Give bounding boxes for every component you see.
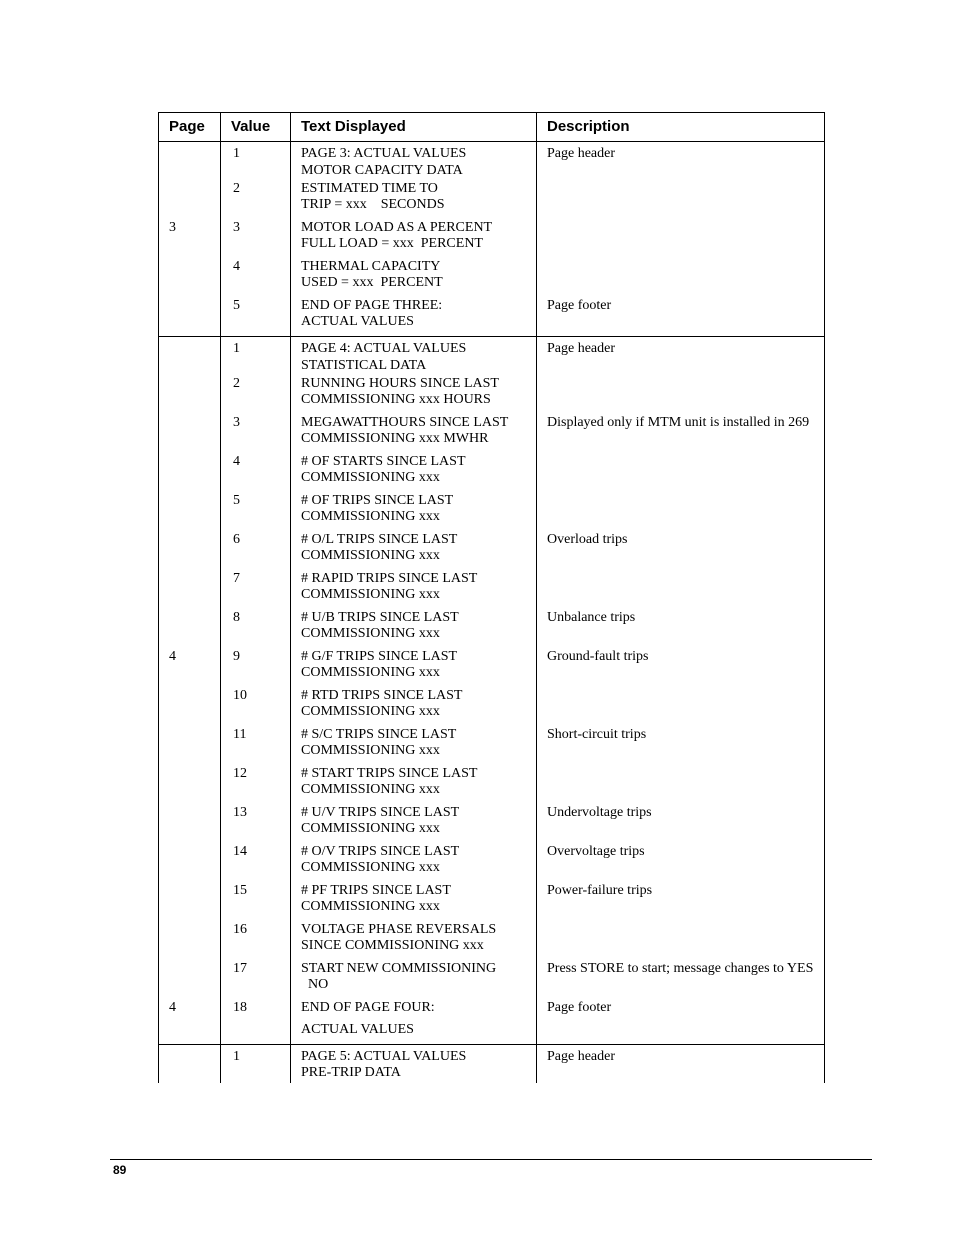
cell-value: 1: [221, 337, 291, 376]
page-4-group: [159, 337, 825, 1045]
cell-value: 13: [221, 805, 291, 844]
cell-text-displayed: [291, 610, 537, 649]
cell-page: [159, 883, 221, 922]
cell-text-displayed: [291, 571, 537, 610]
cell-page: 3: [159, 220, 221, 259]
text-line: # OF STARTS SINCE LAST: [301, 453, 466, 469]
text-line: ACTUAL VALUES: [301, 1021, 414, 1037]
text-line: COMMISSIONING xxx: [301, 626, 440, 641]
text-line: COMMISSIONING xxx: [301, 860, 440, 875]
cell-description: [537, 922, 825, 961]
text-line: COMMISSIONING xxx: [301, 743, 440, 758]
text-line: COMMISSIONING xxx: [301, 704, 440, 719]
cell-description: Overload trips: [537, 532, 825, 571]
cell-page: [159, 181, 221, 220]
table-row: [159, 376, 825, 415]
cell-value: [221, 1022, 291, 1045]
table-row: [159, 415, 825, 454]
page-3-group: [159, 142, 825, 337]
text-line: ESTIMATED TIME TO: [301, 180, 438, 196]
text-line: # O/V TRIPS SINCE LAST: [301, 843, 460, 859]
text-line: # U/V TRIPS SINCE LAST: [301, 804, 460, 820]
footer-rule: [110, 1159, 872, 1160]
text-line: # RTD TRIPS SINCE LAST: [301, 687, 463, 703]
cell-text-displayed: [291, 688, 537, 727]
cell-value: 16: [221, 922, 291, 961]
cell-page: [159, 493, 221, 532]
cell-value: 10: [221, 688, 291, 727]
cell-description: [537, 766, 825, 805]
text-line: END OF PAGE THREE:: [301, 297, 443, 313]
cell-page: [159, 571, 221, 610]
text-line: NO: [301, 977, 329, 992]
cell-value: 9: [221, 649, 291, 688]
table-row: [159, 688, 825, 727]
cell-description: [537, 1022, 825, 1045]
cell-description: Page header: [537, 337, 825, 376]
table-row: [159, 259, 825, 298]
cell-value: 11: [221, 727, 291, 766]
text-line: ACTUAL VALUES: [301, 314, 414, 329]
page-number: 89: [113, 1163, 127, 1177]
cell-description: [537, 181, 825, 220]
cell-page: [159, 961, 221, 1000]
cell-description: Press STORE to start; message changes to YES: [537, 961, 825, 1000]
cell-page: [159, 922, 221, 961]
cell-value: 3: [221, 220, 291, 259]
cell-description: [537, 259, 825, 298]
table-row: [159, 649, 825, 688]
cell-text-displayed: [291, 298, 537, 337]
table-row: [159, 961, 825, 1000]
table-row: [159, 727, 825, 766]
cell-description: Overvoltage trips: [537, 844, 825, 883]
cell-text-displayed: [291, 337, 537, 376]
cell-value: 5: [221, 298, 291, 337]
cell-text-displayed: [291, 532, 537, 571]
cell-page: [159, 688, 221, 727]
cell-description: Page header: [537, 142, 825, 181]
header-text-displayed: Text Displayed: [291, 113, 537, 142]
cell-text-displayed: [291, 220, 537, 259]
text-line: COMMISSIONING xxx: [301, 899, 440, 914]
cell-value: 2: [221, 376, 291, 415]
text-line: # O/L TRIPS SINCE LAST: [301, 531, 458, 547]
cell-description: Page header: [537, 1044, 825, 1083]
text-line: START NEW COMMISSIONING: [301, 960, 497, 976]
table-row: [159, 493, 825, 532]
table-row: [159, 766, 825, 805]
cell-page: [159, 454, 221, 493]
table-header-row: [159, 113, 825, 142]
cell-text-displayed: [291, 805, 537, 844]
cell-text-displayed: [291, 922, 537, 961]
cell-text-displayed: [291, 454, 537, 493]
cell-page: [159, 610, 221, 649]
cell-description: [537, 220, 825, 259]
header-value: Value: [221, 113, 291, 142]
cell-text-displayed: [291, 415, 537, 454]
table-row: [159, 571, 825, 610]
actual-values-table: [158, 112, 825, 1083]
text-line: # OF TRIPS SINCE LAST: [301, 492, 454, 508]
cell-text-displayed: [291, 1044, 537, 1083]
header-page: Page: [159, 113, 221, 142]
text-line: VOLTAGE PHASE REVERSALS: [301, 921, 497, 937]
cell-text-displayed: [291, 844, 537, 883]
cell-description: Page footer: [537, 298, 825, 337]
cell-text-displayed: [291, 1022, 537, 1045]
cell-page: [159, 415, 221, 454]
cell-text-displayed: [291, 766, 537, 805]
cell-value: 14: [221, 844, 291, 883]
table-row: [159, 142, 825, 181]
cell-page: [159, 298, 221, 337]
cell-value: 3: [221, 415, 291, 454]
text-line: COMMISSIONING xxx: [301, 587, 440, 602]
header-description: Description: [537, 113, 825, 142]
table-row: [159, 454, 825, 493]
cell-value: 1: [221, 1044, 291, 1083]
text-line: COMMISSIONING xxx: [301, 548, 440, 563]
cell-description: Page footer: [537, 1000, 825, 1022]
cell-text-displayed: [291, 649, 537, 688]
text-line: # START TRIPS SINCE LAST: [301, 765, 478, 781]
text-line: MOTOR LOAD AS A PERCENT: [301, 219, 493, 235]
text-line: # S/C TRIPS SINCE LAST: [301, 726, 457, 742]
cell-value: 2: [221, 181, 291, 220]
text-line: COMMISSIONING xxx: [301, 821, 440, 836]
cell-description: Undervoltage trips: [537, 805, 825, 844]
cell-value: 15: [221, 883, 291, 922]
text-line: STATISTICAL DATA: [301, 357, 427, 373]
cell-value: 5: [221, 493, 291, 532]
table-row: [159, 220, 825, 259]
text-line: PAGE 5: ACTUAL VALUES: [301, 1048, 467, 1064]
table-row: [159, 883, 825, 922]
cell-value: 1: [221, 142, 291, 181]
text-line: END OF PAGE FOUR:: [301, 999, 435, 1015]
cell-description: Unbalance trips: [537, 610, 825, 649]
cell-description: [537, 454, 825, 493]
text-line: PRE-TRIP DATA: [301, 1065, 401, 1080]
cell-value: 6: [221, 532, 291, 571]
table-row: [159, 1000, 825, 1022]
cell-page: 4: [159, 1000, 221, 1022]
cell-page: [159, 1044, 221, 1083]
cell-value: 4: [221, 454, 291, 493]
cell-page: [159, 532, 221, 571]
cell-text-displayed: [291, 493, 537, 532]
cell-description: [537, 571, 825, 610]
text-line: PAGE 3: ACTUAL VALUES: [301, 146, 467, 161]
cell-text-displayed: [291, 181, 537, 220]
text-line: THERMAL CAPACITY: [301, 258, 441, 274]
cell-page: [159, 727, 221, 766]
text-line: COMMISSIONING xxx MWHR: [301, 431, 489, 446]
page-5-group: [159, 1044, 825, 1083]
text-line: # PF TRIPS SINCE LAST: [301, 882, 451, 898]
table-row: [159, 532, 825, 571]
cell-description: Ground-fault trips: [537, 649, 825, 688]
text-line: COMMISSIONING xxx HOURS: [301, 392, 491, 407]
text-line: # RAPID TRIPS SINCE LAST: [301, 570, 478, 586]
cell-text-displayed: [291, 883, 537, 922]
text-line: RUNNING HOURS SINCE LAST: [301, 375, 499, 391]
cell-value: 4: [221, 259, 291, 298]
cell-text-displayed: [291, 1000, 537, 1022]
cell-page: [159, 376, 221, 415]
text-line: COMMISSIONING xxx: [301, 665, 440, 680]
cell-description: Displayed only if MTM unit is installed in 269: [537, 415, 825, 454]
cell-page: [159, 1022, 221, 1045]
cell-page: [159, 844, 221, 883]
cell-value: 17: [221, 961, 291, 1000]
table-row: [159, 610, 825, 649]
table-row: [159, 337, 825, 376]
text-line: MOTOR CAPACITY DATA: [301, 162, 463, 178]
text-line: # U/B TRIPS SINCE LAST: [301, 609, 459, 625]
cell-value: 8: [221, 610, 291, 649]
cell-value: 7: [221, 571, 291, 610]
cell-description: [537, 376, 825, 415]
table-row: [159, 805, 825, 844]
cell-description: [537, 493, 825, 532]
text-line: MEGAWATTHOURS SINCE LAST: [301, 414, 509, 430]
cell-description: [537, 688, 825, 727]
cell-text-displayed: [291, 142, 537, 181]
cell-text-displayed: [291, 259, 537, 298]
table-row: [159, 1022, 825, 1045]
cell-value: 12: [221, 766, 291, 805]
text-line: SINCE COMMISSIONING xxx: [301, 938, 484, 953]
text-line: # G/F TRIPS SINCE LAST: [301, 648, 458, 664]
cell-page: [159, 259, 221, 298]
table-row: [159, 181, 825, 220]
cell-text-displayed: [291, 376, 537, 415]
cell-page: [159, 337, 221, 376]
cell-page: [159, 766, 221, 805]
cell-text-displayed: [291, 727, 537, 766]
table-row: [159, 844, 825, 883]
text-line: COMMISSIONING xxx: [301, 509, 440, 524]
cell-description: Short-circuit trips: [537, 727, 825, 766]
table-row: [159, 922, 825, 961]
cell-page: 4: [159, 649, 221, 688]
text-line: COMMISSIONING xxx: [301, 470, 440, 485]
cell-page: [159, 805, 221, 844]
text-line: PAGE 4: ACTUAL VALUES: [301, 341, 467, 356]
table-row: [159, 298, 825, 337]
text-line: FULL LOAD = xxx PERCENT: [301, 236, 483, 251]
cell-value: 18: [221, 1000, 291, 1022]
text-line: TRIP = xxx SECONDS: [301, 197, 445, 212]
cell-description: Power-failure trips: [537, 883, 825, 922]
cell-page: [159, 142, 221, 181]
text-line: COMMISSIONING xxx: [301, 782, 440, 797]
cell-text-displayed: [291, 961, 537, 1000]
table-row: [159, 1044, 825, 1083]
text-line: USED = xxx PERCENT: [301, 275, 443, 290]
